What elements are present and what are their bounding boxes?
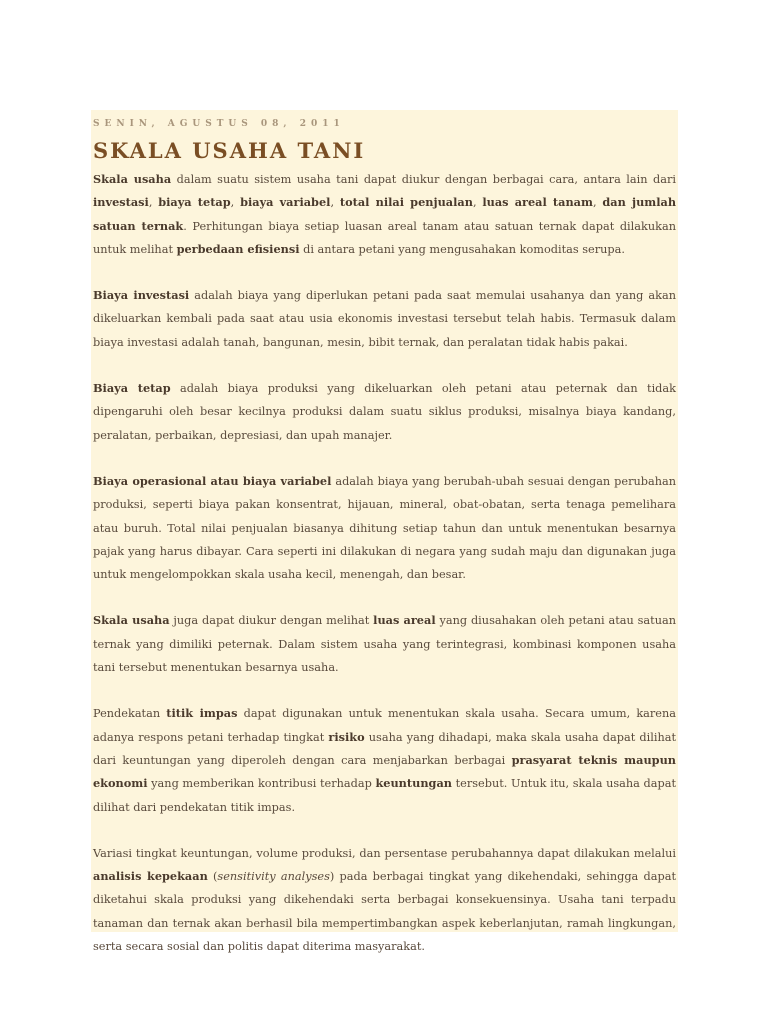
- paragraph-biaya-variabel: Biaya operasional atau biaya variabel adalah biaya yang berubah-ubah sesuai dengan perubahan produksi, seperti biaya pakan konsentrat, hijauan, mineral, obat-obatan, serta tenaga pemelihara atau buruh. Total nilai penjualan biasanya dihitung setiap tahun dan untuk menentukan besarnya pajak yang harus dibayar. Cara seperti ini dilakukan di negara yang sudah maju dan digunakan juga untuk mengelompokkan skala usaha kecil, menengah, dan besar.: [93, 473, 676, 582]
- paragraph-biaya-investasi: Biaya investasi adalah biaya yang diperlukan petani pada saat memulai usahanya dan yang akan dikeluarkan kembali pada saat atau usia ekonomis investasi tersebut telah habis. Termasuk dalam biaya investasi adalah tanah, bangunan, mesin, bibit ternak, dan peralatan tidak habis pakai.: [93, 288, 676, 349]
- paragraph-luas-areal: Skala usaha juga dapat diukur dengan melihat luas areal yang diusahakan oleh petani atau satuan ternak yang dimiliki peternak. Dalam sistem usaha yang terintegrasi, kombinasi komponen usaha tani tersebut menentukan besarnya usaha.: [93, 613, 676, 675]
- blog-post: [91, 110, 678, 954]
- post-date: SENIN, AGUSTUS 08, 2011: [93, 119, 345, 129]
- post-title: SKALA USAHA TANI: [93, 138, 366, 163]
- paragraph-analisis-kepekaan: Variasi tingkat keuntungan, volume produksi, dan persentase perubahannya dapat dilakukan melalui analisis kepekaan (sensitivity analyses) pada berbagai tingkat yang dikehendaki, sehingga dapat diketahui skala produksi yang dikehendaki serta berbagai konsekuensinya. Usaha tani terpadu tanaman dan ternak akan berhasil bila mempertimbangkan aspek keberlanjutan, ramah lingkungan, serta secara sosial dan politis dapat diterima masyarakat.: [93, 846, 676, 954]
- paragraph-skala-usaha: Skala usaha dalam suatu sistem usaha tani dapat diukur dengan berbagai cara, antara lain dari investasi, biaya tetap, biaya variabel, total nilai penjualan, luas areal tanam, dan jumlah satuan ternak. Perhitungan biaya setiap luasan areal tanam atau satuan ternak dapat dilakukan untuk melihat perbedaan efisiensi di antara petani yang mengusahakan komoditas serupa.: [93, 172, 677, 256]
- paragraph-titik-impas: Pendekatan titik impas dapat digunakan untuk menentukan skala usaha. Secara umum, karena adanya respons petani terhadap tingkat risiko usaha yang dihadapi, maka skala usaha dapat dilihat dari keuntungan yang diperoleh dengan cara menjabarkan berbagai prasyarat teknis maupun ekonomi yang memberikan kontribusi terhadap keuntungan tersebut. Untuk itu, skala usaha dapat dilihat dari pendekatan titik impas.: [93, 706, 677, 814]
- paragraph-biaya-tetap: Biaya tetap adalah biaya produksi yang dikeluarkan oleh petani atau peternak dan tidak dipengaruhi oleh besar kecilnya produksi dalam suatu siklus produksi, misalnya biaya kandang, peralatan, perbaikan, depresiasi, dan upah manajer.: [93, 381, 676, 442]
